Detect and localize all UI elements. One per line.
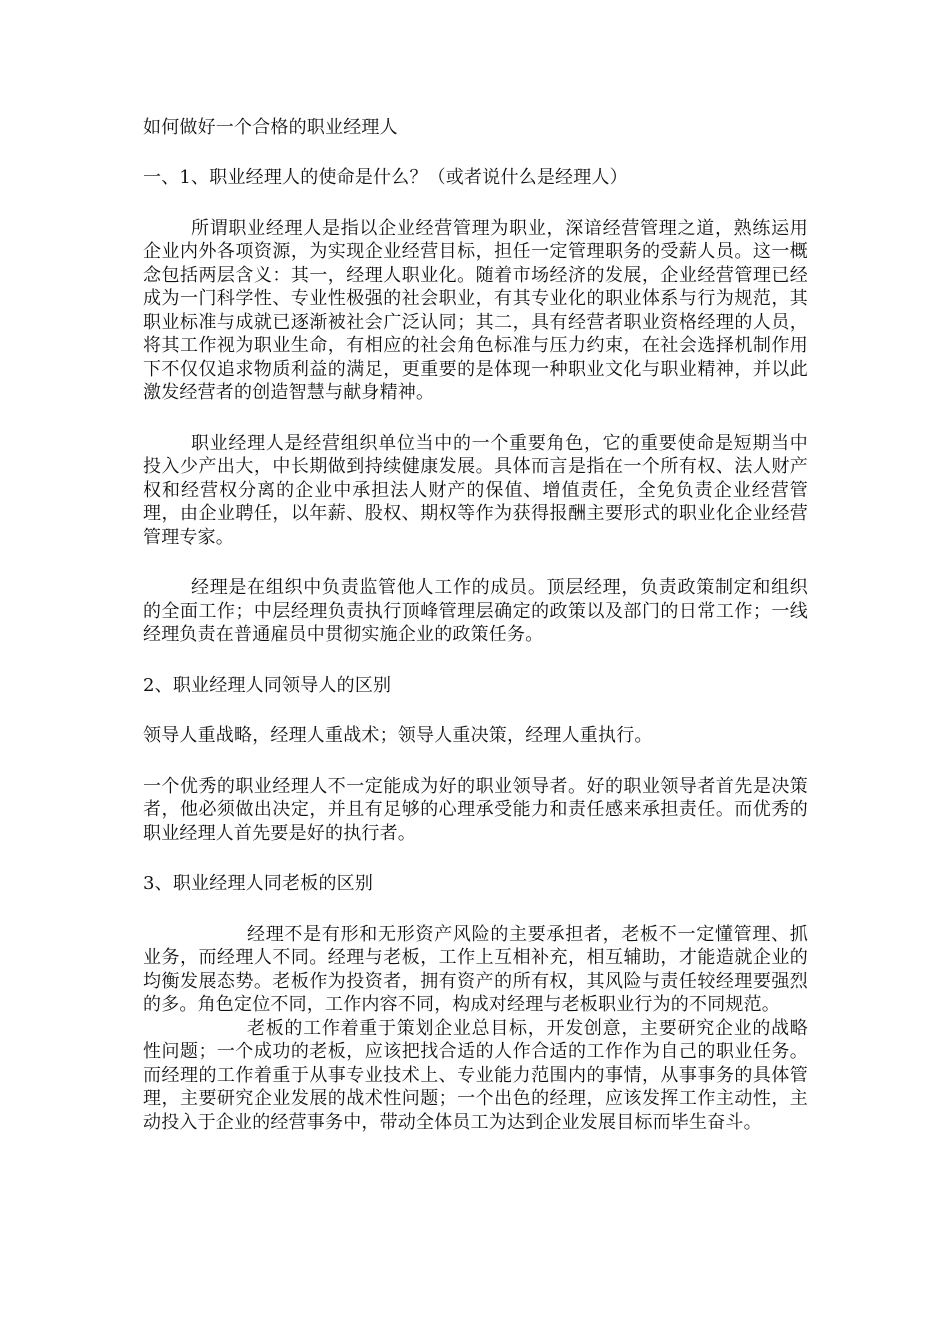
section-2-heading: 2、职业经理人同领导人的区别 — [143, 674, 392, 696]
section-3-paragraph-1: 经理不是有形和无形资产风险的主要承担者，老板不一定懂管理、抓业务，而经理人不同。经理与老板，工作上互相补充，相互辅助，才能造就企业的均衡发展态势。老板作为投资者，拥有资产的所有权，其风险与责任较经理要强烈的多。角色定位不同，工作内容不同，构成对经理与老板职业行为的不同规范。 — [143, 923, 808, 1015]
section-1-paragraph-2: 职业经理人是经营组织单位当中的一个重要角色，它的重要使命是短期当中投入少产出大，中长期做到持续健康发展。具体而言是指在一个所有权、法人财产权和经营权分离的企业中承担法人财产的保值、增值责任，全免负责企业经营管理，由企业聘任，以年薪、股权、期权等作为获得报酬主要形式的职业化企业经营管理专家。 — [143, 432, 808, 548]
section-1-paragraph-3: 经理是在组织中负责监管他人工作的成员。顶层经理，负责政策制定和组织的全面工作；中层经理负责执行顶峰管理层确定的政策以及部门的日常工作；一线经理负责在普通雇员中贯彻实施企业的政策任务。 — [143, 577, 808, 645]
section-1-paragraph-1: 所谓职业经理人是指以企业经营管理为职业，深谙经营管理之道，熟练运用企业内外各项资源，为实现企业经营目标，担任一定管理职务的受薪人员。这一概念包括两层含义：其一，经理人职业化。随着市场经济的发展，企业经营管理已经成为一门科学性、专业性极强的社会职业，有其专业化的职业体系与行为规范，其职业标准与成就已逐渐被社会广泛认同；其二，具有经营者职业资格经理的人员，将其工作视为职业生命，有相应的社会角色标准与压力约束，在社会选择机制作用下不仅仅追求物质利益的满足，更重要的是体现一种职业文化与职业精神，并以此激发经营者的创造智慧与献身精神。 — [143, 217, 808, 403]
section-3-paragraph-2: 老板的工作着重于策划企业总目标，开发创意，主要研究企业的战略性问题；一个成功的老板，应该把找合适的人作合适的工作作为自己的职业任务。而经理的工作着重于从事专业技术上、专业能力范围内的事情，从事事务的具体管理，主要研究企业发展的战术性问题；一个出色的经理，应该发挥工作主动性，主动投入于企业的经营事务中，带动全体员工为达到企业发展目标而毕生奋斗。 — [143, 1017, 808, 1133]
section-2-paragraph-1: 领导人重战略，经理人重战术；领导人重决策，经理人重执行。 — [143, 725, 653, 746]
section-2-paragraph-2: 一个优秀的职业经理人不一定能成为好的职业领导者。好的职业领导者首先是决策者，他必须做出决定，并且有足够的心理承受能力和责任感来承担责任。而优秀的职业经理人首先要是好的执行者。 — [143, 775, 808, 844]
section-1-heading: 一、1、职业经理人的使命是什么？（或者说什么是经理人） — [143, 167, 628, 188]
document-body — [143, 116, 808, 1134]
section-3-heading: 3、职业经理人同老板的区别 — [143, 873, 374, 894]
document-title: 如何做好一个合格的职业经理人 — [143, 117, 398, 138]
